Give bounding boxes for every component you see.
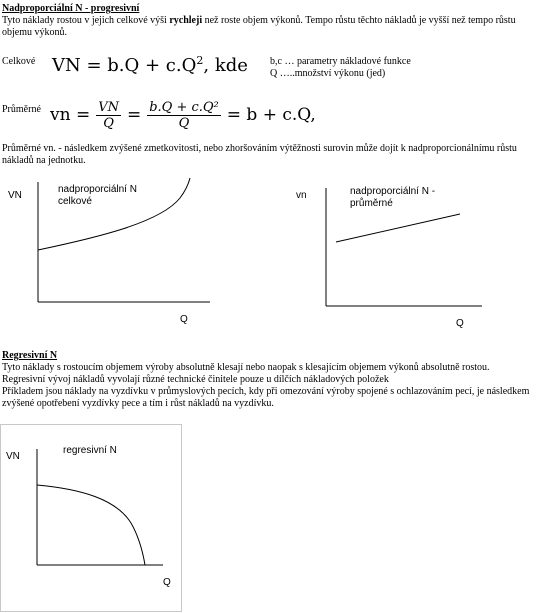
formula1-expr: VN = b.Q + c.Q: [52, 55, 197, 76]
graph2-title1: nadproporciální N -: [350, 186, 436, 197]
formula2-frac2-num: b.Q + c.Q²: [149, 99, 219, 115]
section1-para-before: Tyto náklady rostou v jejich celkové výši: [2, 15, 170, 26]
formula2-fraction1: [96, 100, 121, 131]
section2-line3: Příkladem jsou náklady na vyzdívku v průmyslových pecích, kdy při omezování výroby spojené s ochlazováním pecí, je následkem zvýšené opotřebení vyzdívky pece a tím i růst nákladů na vyzdívku.: [2, 386, 530, 409]
graph2-title2: průměrné: [350, 198, 393, 209]
section2-title: Regresivní N: [2, 350, 58, 361]
graph2: [290, 178, 500, 333]
graph1-ylabel: VN: [8, 190, 22, 201]
formula2-lhs: vn =: [50, 105, 91, 125]
graph1: [0, 168, 220, 324]
graph2-ylabel: vn: [296, 190, 307, 201]
formula2-frac2-den: Q: [178, 115, 190, 131]
formula2-frac1-num: VN: [98, 99, 119, 115]
graph3: [0, 424, 182, 612]
formula1-expression: [52, 54, 248, 76]
formula1-exp: 2: [196, 54, 204, 67]
graph1-xlabel: Q: [180, 314, 188, 325]
formula1-note2: Q …..množství výkonu (jed): [270, 68, 386, 79]
formula2-rhs: = b + c.Q,: [226, 105, 316, 125]
section1-paragraph: [2, 15, 539, 39]
formula2-expression: [50, 95, 316, 135]
graph1-title1: nadproporciální N: [58, 184, 137, 195]
formula2-frac1-den: Q: [103, 115, 114, 131]
graph3-xlabel: Q: [163, 577, 171, 588]
formula2-label: Průměrné: [2, 104, 41, 115]
graph2-line: [336, 214, 460, 242]
section2-line2: Regresivní vývoj nákladů vyvolají různé technické činitele pouze u dílčích nákladových položek: [2, 374, 389, 385]
section1-para-after: než roste objem výkonů. Tempo růstu těchto nákladů je vyšší než tempo růstu objemu výkonů.: [2, 15, 516, 38]
formula1-tail: , kde: [203, 55, 248, 76]
formula1-label: Celkové: [2, 56, 36, 67]
section2-line1: Tyto náklady s rostoucím objemem výroby absolutně klesají nebo naopak s klesajícím objemem výkonů absolutně rostou.: [2, 362, 490, 373]
section1-note: Průměrné vn. - následkem zvýšené zmetkovitosti, nebo zhoršováním výtěžnosti surovin může dojít k nadproporcionálnímu růstu nákladů na jednotku.: [2, 143, 517, 166]
graph3-title: regresivní N: [63, 445, 117, 456]
section1-title: Nadproporciální N - progresivní: [2, 3, 140, 14]
formula2-eq: =: [126, 105, 142, 125]
graph3-curve: [37, 485, 145, 565]
graph2-svg: [290, 178, 500, 333]
formula2-fraction2: [147, 100, 221, 131]
graph3-ylabel: VN: [6, 451, 20, 462]
graph1-title2: celkové: [58, 196, 92, 207]
graph2-xlabel: Q: [456, 318, 464, 329]
section1-para-bold: rychleji: [169, 15, 203, 26]
formula1-note1: b,c … parametry nákladové funkce: [270, 56, 411, 67]
